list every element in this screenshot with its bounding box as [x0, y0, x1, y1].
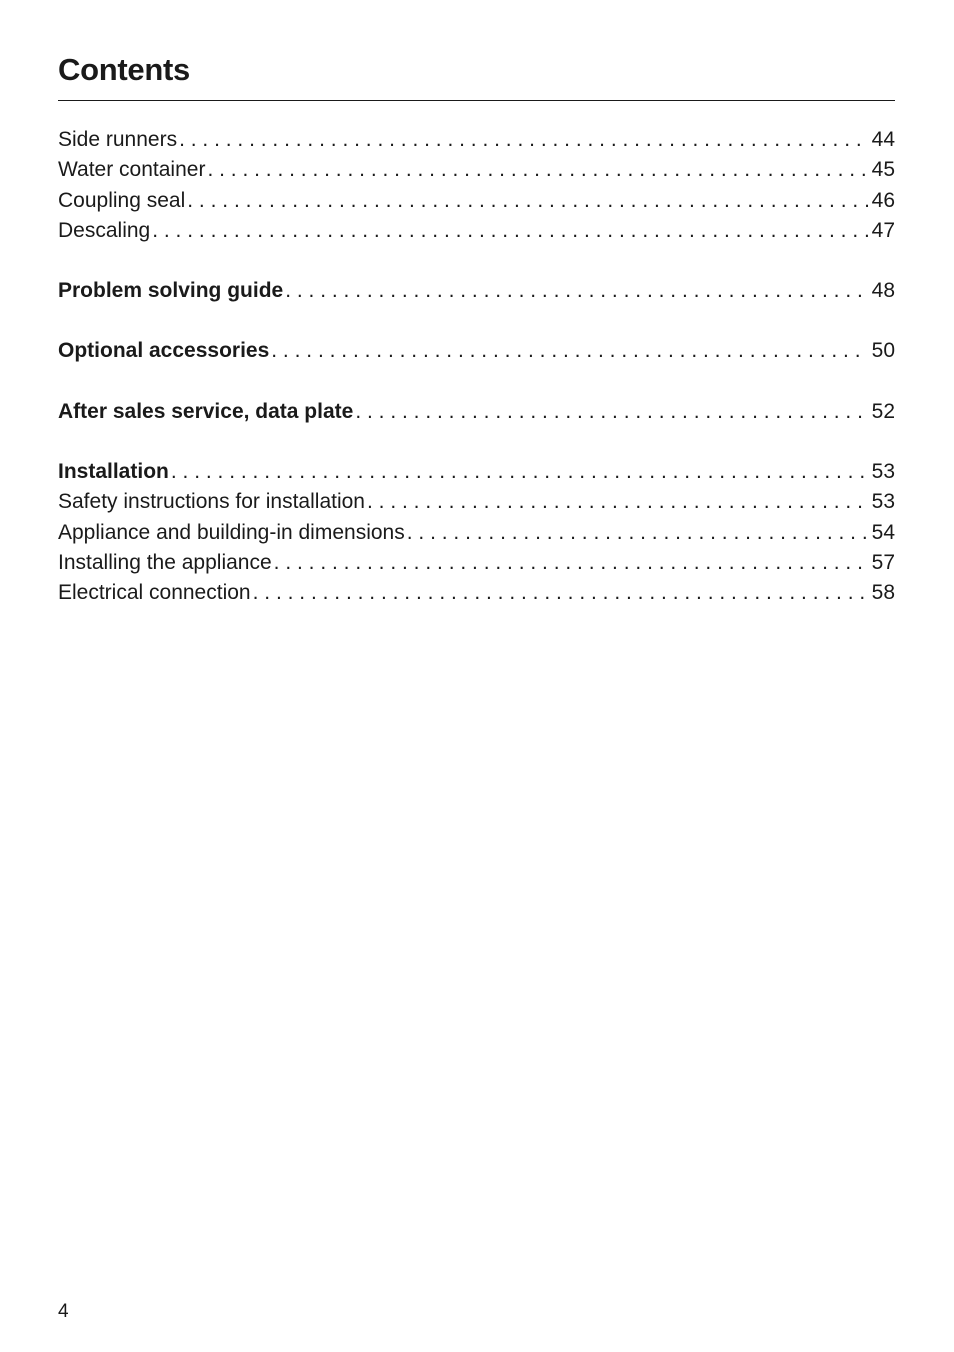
toc-entry-label: Safety instructions for installation: [58, 490, 365, 514]
toc-entry-page: 57: [871, 550, 895, 574]
toc-entry-label: Water container: [58, 158, 206, 182]
toc-entry-page: 54: [871, 520, 895, 544]
toc-entry[interactable]: [58, 125, 895, 155]
toc-entry-label: Coupling seal: [58, 188, 186, 212]
toc-entry[interactable]: [58, 457, 895, 487]
toc-entry-page: 47: [871, 218, 895, 242]
toc-entry[interactable]: [58, 216, 895, 246]
toc-entry-page: 44: [871, 128, 895, 151]
toc-dot-leader: [152, 216, 867, 246]
toc-entry[interactable]: [58, 518, 895, 548]
toc-entry-page: 53: [871, 490, 895, 514]
toc-dot-leader: [355, 397, 867, 427]
toc-dot-leader: [271, 336, 867, 366]
toc-entry-label: Appliance and building-in dimensions: [58, 520, 405, 544]
toc-entry-label: Installing the appliance: [58, 550, 272, 574]
toc-group-cleaning: [58, 125, 895, 246]
toc-dot-leader: [367, 487, 868, 517]
toc-entry[interactable]: [58, 397, 895, 427]
toc-dot-leader: [207, 155, 867, 185]
toc-entry[interactable]: [58, 276, 895, 306]
toc-entry-label: After sales service, data plate: [58, 399, 354, 423]
toc-dot-leader: [274, 548, 868, 578]
toc-entry[interactable]: [58, 548, 895, 578]
page-title: Contents: [58, 52, 190, 87]
toc-entry[interactable]: [58, 487, 895, 517]
toc-entry[interactable]: [58, 155, 895, 185]
toc-dot-leader: [407, 518, 868, 548]
toc-entry-label: Side runners: [58, 128, 178, 151]
toc-entry-label: Problem solving guide: [58, 279, 284, 303]
toc-entry-page: 45: [871, 158, 895, 182]
toc-dot-leader: [179, 125, 868, 155]
toc-entry-label: Electrical connection: [58, 581, 251, 605]
title-divider: [58, 100, 895, 101]
toc-entry[interactable]: [58, 336, 895, 366]
toc-group-problem-solving: [58, 276, 895, 306]
toc-entry-page: 58: [871, 581, 895, 605]
toc-entry-page: 52: [871, 399, 895, 423]
toc-entry-label: Installation: [58, 460, 169, 484]
page-number: 4: [58, 1301, 69, 1322]
toc-entry[interactable]: [58, 186, 895, 216]
toc-dot-leader: [253, 578, 868, 608]
table-of-contents: [58, 125, 895, 639]
toc-group-accessories: [58, 336, 895, 366]
toc-group-installation: [58, 457, 895, 608]
toc-dot-leader: [187, 186, 867, 216]
toc-entry-label: Descaling: [58, 218, 151, 242]
toc-entry-page: 48: [871, 279, 895, 303]
toc-entry-label: Optional accessories: [58, 339, 270, 363]
toc-dot-leader: [285, 276, 867, 306]
toc-entry-page: 46: [871, 188, 895, 212]
toc-dot-leader: [171, 457, 868, 487]
toc-entry[interactable]: [58, 578, 895, 608]
toc-group-service: [58, 397, 895, 427]
toc-entry-page: 53: [871, 460, 895, 484]
toc-entry-page: 50: [871, 339, 895, 363]
